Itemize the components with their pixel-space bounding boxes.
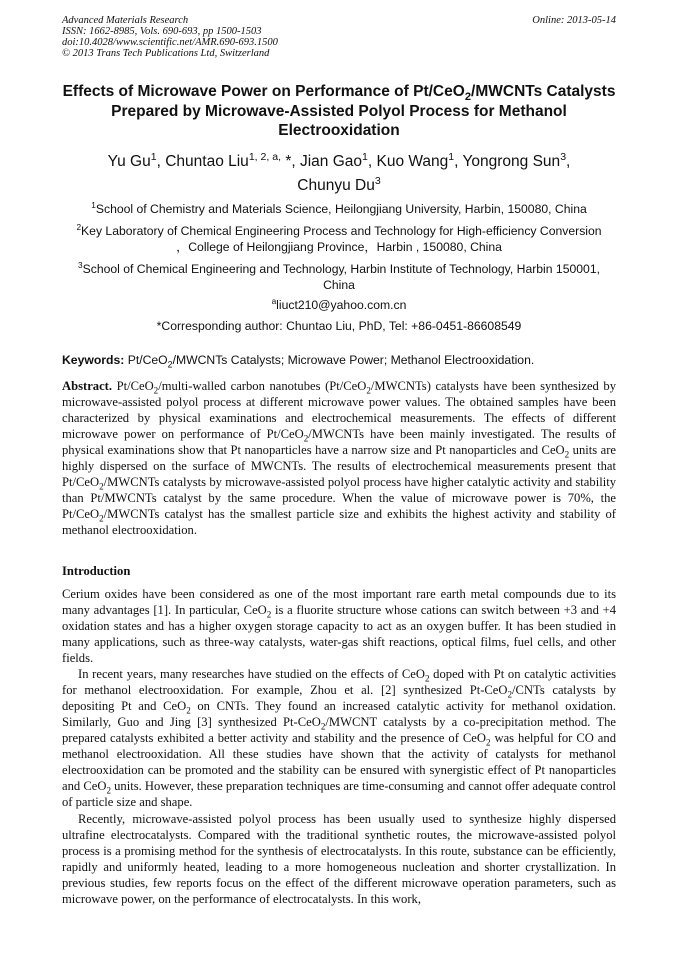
author-name: , Yongrong Sun [454,153,561,170]
corresponding-author: *Corresponding author: Chuntao Liu, PhD, Tel: +86-0451-86608549 [156,319,522,333]
paper-title [62,82,616,141]
subscript: 2 [266,609,272,620]
affil-text: ，College of Heilongjiang Province，Harbin , 150080, China [176,240,502,254]
body-text: Cerium oxides have been considered as one of the most important rare earth metal compounds due to its many advantages [1]. In particular, CeO [62,587,616,617]
subscript: 2 [303,433,309,444]
author-name: Chunyu Du [297,177,375,194]
email-address[interactable]: liuct210@yahoo.com.cn [276,298,407,312]
body-text: units. However, these preparation techniques are time-consuming and cannot offer adequate control of particle size and shape. [62,779,617,809]
author-affil-mark: 1, 2, a, [248,150,282,163]
author-affil-mark: 1 [362,150,368,163]
introduction-heading: Introduction [62,564,131,578]
author-affil-mark: 1 [150,150,157,163]
keywords-text: /MWCNTs Catalysts; Microwave Power; Methanol Electrooxidation. [172,353,535,367]
subscript: 2 [153,385,159,396]
journal-name: Advanced Materials Research [62,15,189,26]
abstract-text: units are highly dispersed on the surface of MWCNTs. The results of electrochemical measurements present that Pt/CeO [62,443,616,489]
title-text-2: /MWCNTs Catalysts Prepared by Microwave-Assisted Polyol Process for Methanol Electrooxidation [111,83,616,139]
body-text: /CNTs catalysts by depositing Pt and CeO [62,683,616,713]
intro-paragraph-3: Recently, microwave-assisted polyol process has been usually used to synthesize highly dispersed ultrafine electrocatalysts. Compared with the traditional synthetic routes, the microwave-assisted polyol process is a promising method for the synthesis of electrocatalysts. In this route, substance can be efficiently, rapidly and uniformly heated, leading to a more homogeneous nucleation and shorter crystallization. In previous studies, few reports focus on the effect of the different microwave operation parameters, such as microwave power, on the performance of electrocatalysts. In this work, [62,812,616,906]
body-text: on CNTs. They found an increased catalytic activity for methanol oxidation. Similarly, Guo and Jing [3] synthesized Pt-CeO [62,699,616,729]
subscript: 2 [564,449,570,460]
body-text: In recent years, many researches have studied on the effects of CeO [78,667,425,681]
doi-line[interactable]: doi:10.4028/www.scientific.net/AMR.690-693.1500 [62,37,278,48]
corresponding-mark: * [281,153,292,170]
keywords-label: Keywords: [62,353,125,367]
issn-line: ISSN: 1662-8985, Vols. 690-693, pp 1500-1503 [62,26,262,37]
affil-text: Key Laboratory of Chemical Engineering Process and Technology for High-efficiency Conversion [81,224,602,238]
keywords-subscript: 2 [167,359,173,370]
body-text: was helpful for CO and methanol electrooxidation. All these studies have shown that the activity of catalysts for methanol electrooxidation can be promoted and the stability can be ensured with synergistic effect of Pt nanoparticles and CeO [62,731,616,793]
abstract-text: /MWCNTs) catalysts have been synthesized by microwave-assisted polyol process at different microwave power values. The obtained samples have been characterized by physical examinations and electrochemical measurements. The effects of different microwave power on performance of Pt/CeO [62,379,616,441]
affil-mark: 3 [77,259,83,270]
subscript: 2 [99,513,104,524]
author-name: Yu Gu [107,153,151,170]
abstract-paragraph [62,378,616,538]
author-name: , Kuo Wang [367,153,449,170]
abstract-text: /multi-walled carbon nanotubes (Pt/CeO [158,379,367,393]
journal-header [62,15,278,59]
author-name: , Chuntao Liu [156,153,249,170]
body-text: is a fluorite structure whose cations can switch between +3 and +4 oxidation states and has a higher oxygen storage capacity to act as an oxygen buffer. It has been studied in many applications, such as three-way catalysts, water-gas shift reactions, optical films, fuel cells, and other fields. [62,603,616,665]
keywords-text: Pt/CeO [124,353,168,367]
author-affil-mark: 1 [448,150,455,163]
online-date: Online: 2013-05-14 [532,15,616,26]
affiliation-1 [62,201,616,217]
abstract-text: /MWCNTs have been mainly investigated. The results of physical examinations show that Pt nanoparticles have a narrow size and Pt nanoparticles and CeO [62,427,616,457]
affil-mark: 1 [91,199,96,210]
copyright-line: © 2013 Trans Tech Publications Ltd, Switzerland [62,48,270,59]
subscript: 2 [366,385,371,396]
email-line [62,297,616,313]
affil-mark: 2 [76,221,82,232]
author-list [62,150,616,198]
abstract-text: /MWCNTs catalyst has the smallest particle size and exhibits the highest activity and stability of methanol electrooxidation. [62,507,616,537]
subscript: 2 [507,689,513,700]
intro-paragraph-1 [62,586,616,666]
abstract-label: Abstract. [62,379,113,393]
subscript: 2 [99,481,104,492]
body-text: /MWCNT catalysts by a co-precipitation method. The prepared catalysts exhibited a better activity and stability and the presence of CeO [62,715,617,745]
author-affil-mark: 3 [560,150,567,163]
affil-text: School of Chemical Engineering and Technology, Harbin Institute of Technology, Harbin 150001, China [82,262,600,292]
author-separator: , [566,153,571,170]
subscript: 2 [424,673,430,684]
affiliation-2 [62,223,616,255]
intro-paragraph-2 [62,666,616,810]
keywords-line [62,352,616,368]
author-name: , Jian Gao [291,153,363,170]
subscript: 2 [485,737,491,748]
abstract-text: /MWCNTs catalysts by microwave-assisted polyol process have higher catalytic activity and stability than Pt/MWCNTs catalyst by the same procedure. When the value of microwave power is 70%, the Pt/CeO [62,475,616,521]
title-subscript: 2 [464,91,472,104]
affil-text: School of Chemistry and Materials Science, Heilongjiang University, Harbin, 150080, China [95,202,587,216]
subscript: 2 [320,721,326,732]
subscript: 2 [106,785,111,796]
email-mark: a [271,295,277,306]
author-affil-mark: 3 [374,174,381,187]
body-text: doped with Pt on catalytic activities for methanol electrooxidation. For example, Zhou et al. [2] synthesized Pt-CeO [62,667,616,697]
subscript: 2 [186,705,191,716]
title-text-1: Effects of Microwave Power on Performance of Pt/CeO [62,83,465,100]
affiliation-3 [62,261,616,293]
abstract-text: Pt/CeO [112,379,154,393]
